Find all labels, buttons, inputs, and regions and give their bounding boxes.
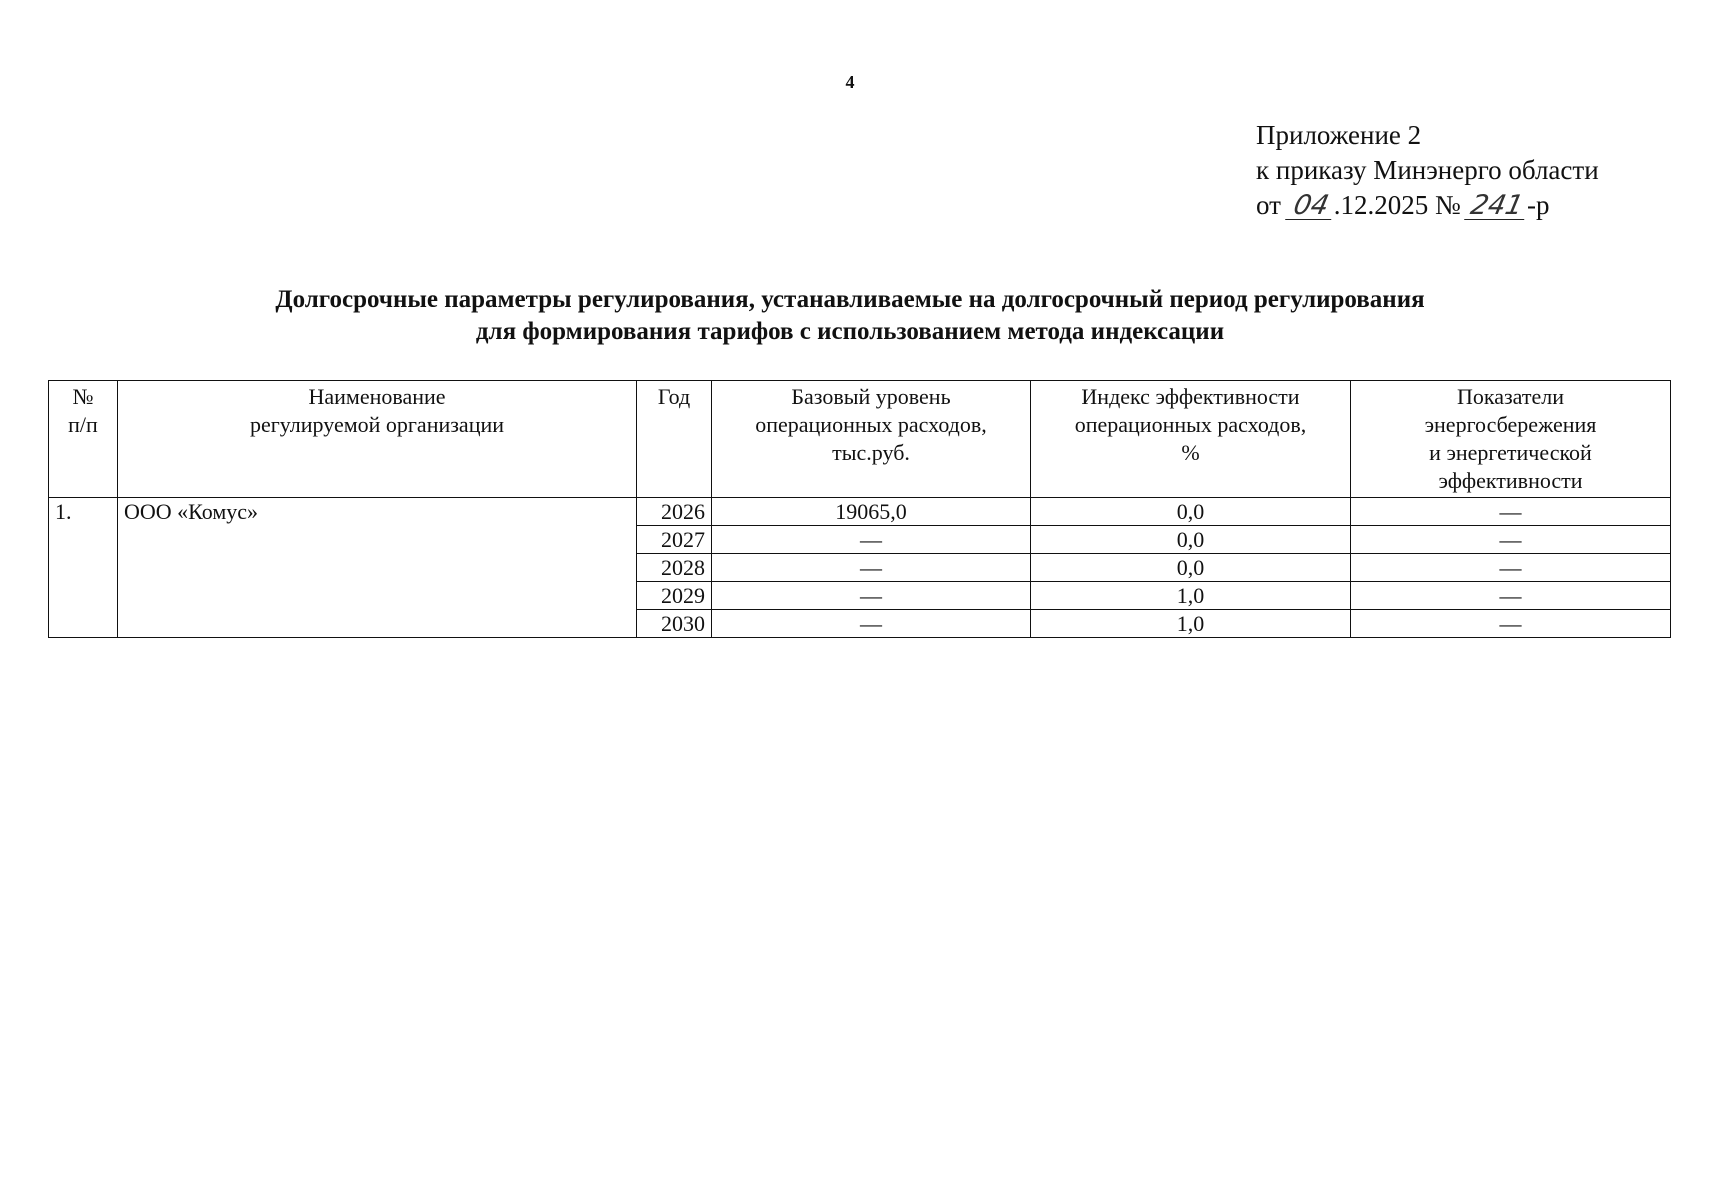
table-header-row bbox=[49, 381, 1671, 498]
date-rest: .12.2025 № bbox=[1333, 190, 1461, 220]
cell-organization: ООО «Комус» bbox=[118, 498, 637, 638]
appendix-date-line bbox=[1256, 188, 1599, 223]
cell-energy-indicator: — bbox=[1351, 554, 1671, 582]
header-year: Год bbox=[637, 381, 712, 498]
cell-base-level: — bbox=[712, 554, 1031, 582]
header-num: № п/п bbox=[49, 381, 118, 498]
cell-row-number: 1. bbox=[49, 498, 118, 638]
parameters-table bbox=[48, 380, 1671, 638]
cell-energy-indicator: — bbox=[1351, 526, 1671, 554]
handwritten-order-number: 241 bbox=[1465, 193, 1530, 220]
cell-energy-indicator: — bbox=[1351, 610, 1671, 638]
cell-base-level: — bbox=[712, 582, 1031, 610]
date-prefix: от bbox=[1256, 190, 1281, 220]
appendix-block bbox=[1256, 118, 1599, 223]
cell-energy-indicator: — bbox=[1351, 498, 1671, 526]
cell-year: 2030 bbox=[637, 610, 712, 638]
cell-base-level: — bbox=[712, 526, 1031, 554]
cell-efficiency-index: 1,0 bbox=[1031, 610, 1351, 638]
cell-efficiency-index: 0,0 bbox=[1031, 526, 1351, 554]
header-base-level: Базовый уровень операционных расходов, тыс.руб. bbox=[712, 381, 1031, 498]
cell-efficiency-index: 0,0 bbox=[1031, 554, 1351, 582]
cell-efficiency-index: 1,0 bbox=[1031, 582, 1351, 610]
cell-year: 2026 bbox=[637, 498, 712, 526]
page-number: 4 bbox=[845, 72, 855, 92]
appendix-line-1: Приложение 2 bbox=[1256, 120, 1422, 150]
cell-base-level: — bbox=[712, 610, 1031, 638]
document-title bbox=[0, 284, 1700, 348]
cell-year: 2029 bbox=[637, 582, 712, 610]
cell-base-level: 19065,0 bbox=[712, 498, 1031, 526]
appendix-line-2: к приказу Минэнерго области bbox=[1256, 155, 1599, 185]
order-suffix: -р bbox=[1527, 190, 1550, 220]
title-line-1: Долгосрочные параметры регулирования, устанавливаемые на долгосрочный период регулирования bbox=[275, 286, 1425, 313]
cell-energy-indicator: — bbox=[1351, 582, 1671, 610]
header-energy-indicators: Показатели энергосбережения и энергетической эффективности bbox=[1351, 381, 1671, 498]
header-efficiency-index: Индекс эффективности операционных расходов, % bbox=[1031, 381, 1351, 498]
handwritten-day: 04 bbox=[1285, 193, 1337, 220]
table-row bbox=[49, 498, 1671, 526]
header-organization: Наименование регулируемой организации bbox=[118, 381, 637, 498]
title-line-2: для формирования тарифов с использованием метода индексации bbox=[475, 318, 1225, 345]
cell-efficiency-index: 0,0 bbox=[1031, 498, 1351, 526]
cell-year: 2027 bbox=[637, 526, 712, 554]
cell-year: 2028 bbox=[637, 554, 712, 582]
